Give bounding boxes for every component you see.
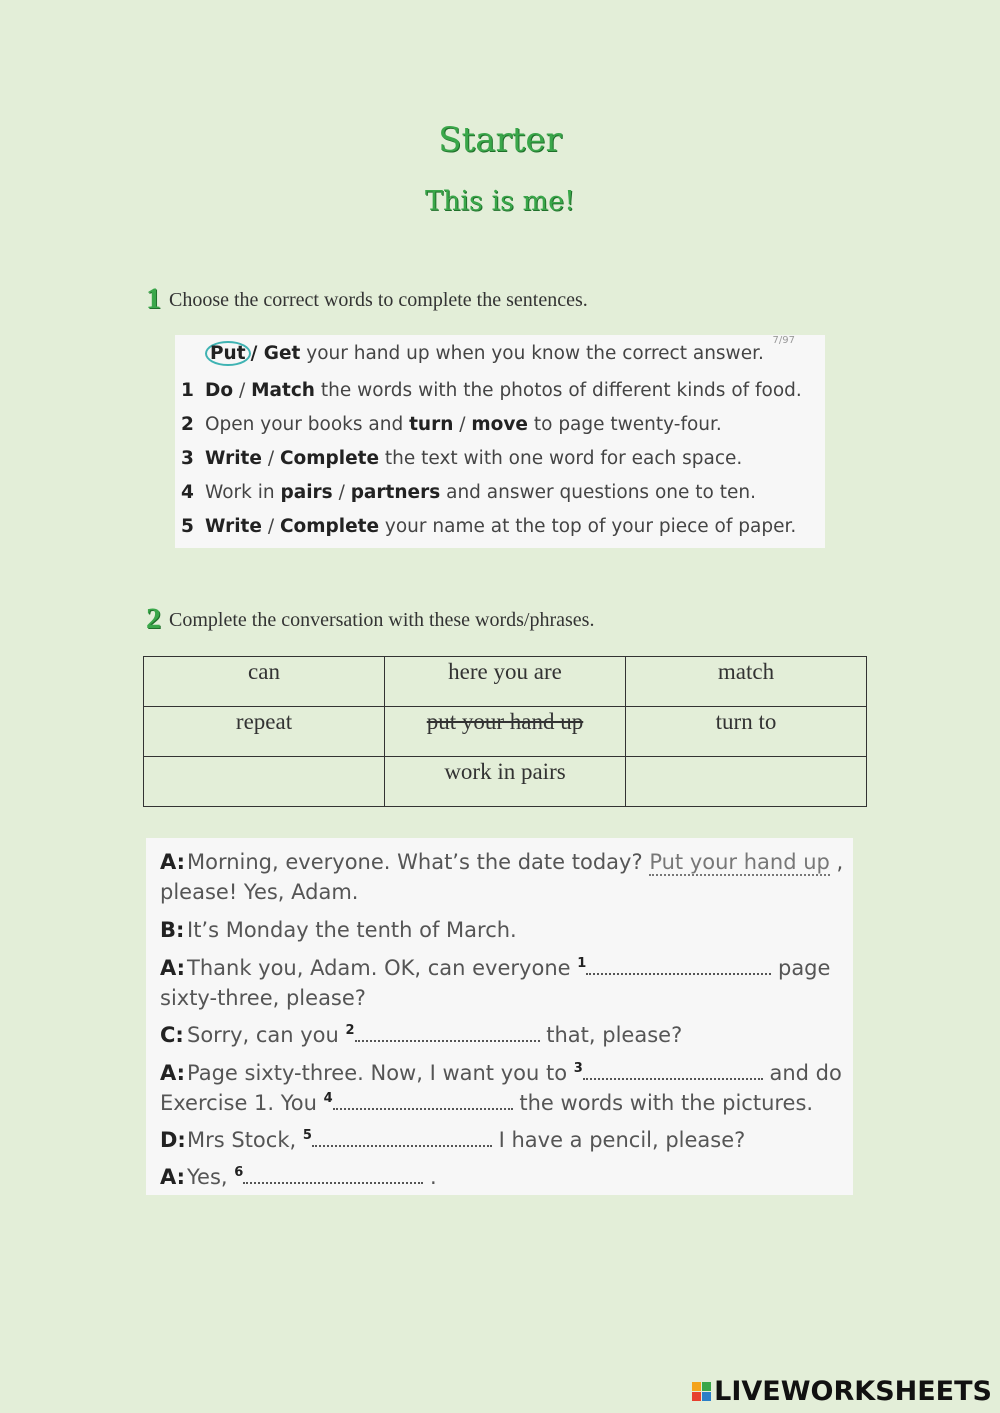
word-box — [143, 656, 867, 807]
item-number: 4 — [181, 482, 194, 503]
sentence-text: the words with the photos of different kinds of food. — [314, 380, 802, 401]
gap-number: 4 — [323, 1091, 333, 1106]
speaker-label: A: — [160, 850, 186, 874]
option-b[interactable]: move — [471, 414, 528, 435]
sentence-5 — [181, 516, 796, 537]
gap-number: 1 — [577, 956, 587, 971]
line-text: It’s Monday the tenth of March. — [187, 918, 517, 942]
example-sentence — [205, 343, 764, 364]
item-number: 2 — [181, 414, 194, 435]
conversation-line — [160, 956, 830, 980]
sentence-text: to page twenty-four. — [527, 414, 722, 435]
item-number: 5 — [181, 516, 194, 537]
gap-number: 3 — [573, 1061, 583, 1076]
line-end: and do — [769, 1061, 842, 1085]
conversation-line — [160, 1165, 437, 1189]
word-box-row — [144, 707, 867, 757]
option-b[interactable]: Complete — [279, 448, 380, 469]
word-box-cell: can — [144, 657, 385, 707]
answer-gap-6[interactable] — [243, 1168, 423, 1184]
sentence-1 — [181, 380, 802, 401]
line-end: the words with the pictures. — [519, 1091, 814, 1115]
sentence-text: and answer questions one to ten. — [440, 482, 756, 503]
exercise-2-text: Complete the conversation with these words/phrases. — [169, 609, 595, 631]
option-b[interactable]: Match — [251, 380, 315, 401]
circled-answer: Put — [205, 341, 251, 366]
sentence-text: the text with one word for each space. — [379, 448, 743, 469]
separator: / — [261, 448, 280, 469]
conversation-line — [160, 1091, 813, 1115]
gap-number: 2 — [345, 1023, 355, 1038]
page-subtitle: This is me! — [425, 186, 575, 217]
conversation-line — [160, 850, 843, 874]
exercise-1-panel — [175, 335, 825, 548]
answer-gap-4[interactable] — [333, 1094, 513, 1110]
separator: / — [332, 482, 351, 503]
conversation-panel — [146, 838, 853, 1195]
sentence-3 — [181, 448, 742, 469]
sentence-2 — [181, 414, 722, 435]
option-a[interactable]: Write — [205, 516, 262, 537]
word-box-cell: match — [626, 657, 867, 707]
speaker-label: A: — [160, 1165, 186, 1189]
option-b[interactable]: partners — [350, 482, 441, 503]
speaker-label: C: — [160, 1023, 184, 1047]
speaker-label: B: — [160, 918, 185, 942]
answer-gap-3[interactable] — [583, 1064, 763, 1080]
item-number: 3 — [181, 448, 194, 469]
line-end: page — [777, 956, 831, 980]
page-reference: 7/97 — [772, 335, 795, 346]
sentence-4 — [181, 482, 756, 503]
gap-number: 6 — [234, 1165, 244, 1180]
line-end: that, please? — [546, 1023, 683, 1047]
word-box-cell: turn to — [626, 707, 867, 757]
conversation-line: please! Yes, Adam. — [160, 880, 359, 904]
line-text: Exercise 1. You — [160, 1091, 317, 1115]
conversation-line — [160, 1128, 745, 1152]
exercise-2-number: 2 — [146, 602, 161, 635]
option-a[interactable]: pairs — [280, 482, 333, 503]
option-a[interactable]: Write — [205, 448, 262, 469]
line-text: Thank you, Adam. OK, can everyone — [187, 956, 571, 980]
item-number: 1 — [181, 380, 194, 401]
page-title: Starter — [438, 120, 562, 160]
example-text: your hand up when you know the correct answer. — [300, 343, 764, 364]
word-box-row — [144, 757, 867, 807]
exercise-2-instruction — [146, 602, 594, 636]
line-end: . — [430, 1165, 437, 1189]
liveworksheets-logo-icon — [692, 1382, 711, 1401]
example-answer: Put your hand up — [649, 850, 830, 874]
line-end: , — [836, 850, 844, 874]
speaker-label: D: — [160, 1128, 186, 1152]
sentence-prefix: Open your books and — [205, 414, 410, 435]
answer-gap-5[interactable] — [312, 1131, 492, 1147]
logo-text: LIVEWORKSHEETS — [714, 1376, 992, 1407]
gap-number: 5 — [302, 1128, 312, 1143]
option-b[interactable]: Complete — [279, 516, 380, 537]
separator: / — [233, 380, 252, 401]
line-text: Page sixty-three. Now, I want you to — [187, 1061, 568, 1085]
line-text: Morning, everyone. What’s the date today? — [187, 850, 643, 874]
example-option: / Get — [250, 343, 301, 364]
line-text: Yes, — [187, 1165, 228, 1189]
exercise-1-instruction — [146, 282, 588, 316]
liveworksheets-logo[interactable] — [692, 1376, 992, 1407]
answer-gap-2[interactable] — [355, 1026, 540, 1042]
separator: / — [453, 414, 472, 435]
answer-gap-1[interactable] — [586, 959, 771, 975]
line-text: Sorry, can you — [187, 1023, 339, 1047]
conversation-line — [160, 1023, 682, 1047]
word-box-cell: work in pairs — [385, 757, 626, 807]
word-box-cell-empty — [626, 757, 867, 807]
word-box-cell-crossed: put your hand up — [385, 707, 626, 757]
separator: / — [261, 516, 280, 537]
option-a[interactable]: turn — [409, 414, 454, 435]
sentence-prefix: Work in — [205, 482, 281, 503]
line-text: Mrs Stock, — [187, 1128, 297, 1152]
word-box-row — [144, 657, 867, 707]
word-box-cell: here you are — [385, 657, 626, 707]
conversation-line — [160, 918, 517, 942]
line-end: I have a pencil, please? — [498, 1128, 746, 1152]
exercise-1-number: 1 — [146, 282, 161, 315]
option-a[interactable]: Do — [205, 380, 234, 401]
conversation-line — [160, 1061, 842, 1085]
word-box-cell-empty — [144, 757, 385, 807]
word-box-cell: repeat — [144, 707, 385, 757]
sentence-text: your name at the top of your piece of paper. — [379, 516, 797, 537]
conversation-line: sixty-three, please? — [160, 986, 366, 1010]
exercise-1-text: Choose the correct words to complete the sentences. — [169, 289, 588, 311]
speaker-label: A: — [160, 956, 186, 980]
speaker-label: A: — [160, 1061, 186, 1085]
